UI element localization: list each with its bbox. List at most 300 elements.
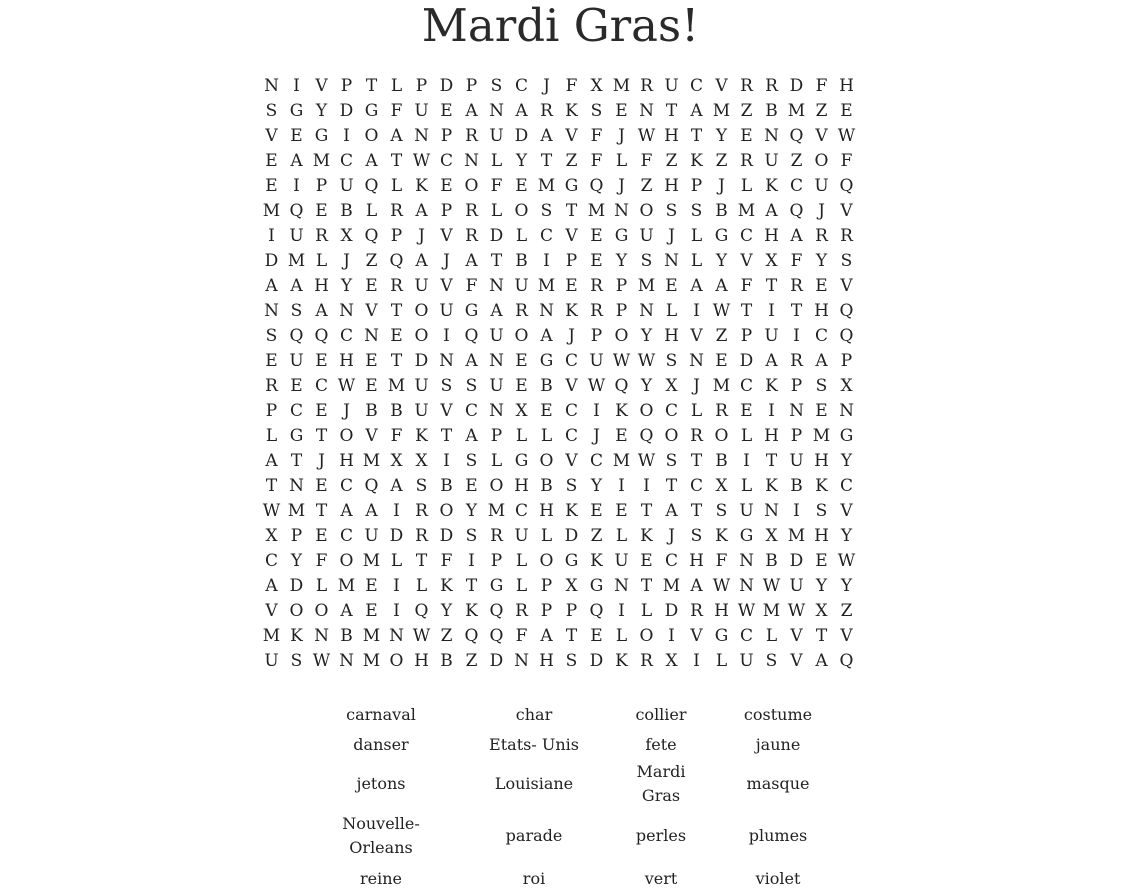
- grid-cell[interactable]: E: [265, 151, 278, 171]
- grid-cell[interactable]: W: [312, 651, 331, 671]
- grid-cell[interactable]: R: [515, 301, 528, 321]
- grid-cell[interactable]: V: [690, 326, 703, 346]
- grid-cell[interactable]: L: [615, 626, 628, 646]
- grid-cell[interactable]: P: [265, 401, 278, 421]
- grid-cell[interactable]: T: [415, 551, 428, 571]
- grid-cell[interactable]: E: [815, 401, 828, 421]
- grid-cell[interactable]: R: [815, 226, 828, 246]
- grid-cell[interactable]: V: [440, 276, 453, 296]
- grid-cell[interactable]: S: [490, 76, 503, 96]
- grid-cell[interactable]: A: [315, 301, 328, 321]
- grid-cell[interactable]: C: [739, 226, 753, 246]
- grid-cell[interactable]: K: [440, 576, 453, 596]
- grid-cell[interactable]: T: [665, 476, 678, 496]
- grid-cell[interactable]: V: [565, 451, 578, 471]
- grid-cell[interactable]: E: [365, 376, 378, 396]
- grid-cell[interactable]: L: [690, 401, 703, 421]
- grid-cell[interactable]: B: [515, 251, 528, 271]
- grid-cell[interactable]: F: [515, 626, 528, 646]
- grid-cell[interactable]: T: [740, 301, 753, 321]
- grid-cell[interactable]: C: [589, 451, 603, 471]
- grid-cell[interactable]: V: [690, 626, 703, 646]
- grid-cell[interactable]: F: [490, 176, 503, 196]
- grid-cell[interactable]: R: [590, 276, 603, 296]
- grid-cell[interactable]: X: [715, 476, 728, 496]
- grid-cell[interactable]: P: [465, 76, 478, 96]
- grid-cell[interactable]: G: [614, 226, 629, 246]
- grid-cell[interactable]: T: [690, 451, 703, 471]
- grid-cell[interactable]: L: [265, 426, 278, 446]
- grid-cell[interactable]: G: [714, 626, 729, 646]
- grid-cell[interactable]: D: [564, 526, 579, 546]
- grid-cell[interactable]: G: [289, 426, 304, 446]
- grid-cell[interactable]: W: [712, 301, 731, 321]
- grid-cell[interactable]: G: [714, 226, 729, 246]
- grid-cell[interactable]: D: [439, 526, 454, 546]
- grid-cell[interactable]: F: [840, 151, 853, 171]
- grid-cell[interactable]: I: [693, 301, 700, 321]
- grid-cell[interactable]: X: [840, 376, 853, 396]
- grid-cell[interactable]: M: [812, 426, 831, 446]
- grid-cell[interactable]: M: [712, 101, 731, 121]
- grid-cell[interactable]: Q: [589, 176, 604, 196]
- grid-cell[interactable]: W: [637, 351, 656, 371]
- grid-cell[interactable]: P: [565, 601, 578, 621]
- grid-cell[interactable]: V: [840, 276, 853, 296]
- grid-cell[interactable]: E: [740, 126, 753, 146]
- grid-cell[interactable]: K: [565, 101, 578, 121]
- grid-cell[interactable]: T: [440, 426, 453, 446]
- grid-cell[interactable]: E: [590, 626, 603, 646]
- grid-cell[interactable]: X: [665, 651, 678, 671]
- grid-cell[interactable]: H: [839, 76, 854, 96]
- grid-cell[interactable]: Y: [815, 576, 828, 596]
- grid-cell[interactable]: Y: [515, 151, 528, 171]
- grid-cell[interactable]: O: [464, 176, 479, 196]
- grid-cell[interactable]: I: [793, 501, 800, 521]
- grid-cell[interactable]: M: [787, 526, 806, 546]
- grid-cell[interactable]: E: [815, 276, 828, 296]
- grid-cell[interactable]: R: [415, 501, 428, 521]
- grid-cell[interactable]: N: [789, 401, 804, 421]
- grid-cell[interactable]: O: [514, 201, 529, 221]
- grid-cell[interactable]: E: [840, 101, 853, 121]
- grid-cell[interactable]: O: [514, 326, 529, 346]
- grid-cell[interactable]: I: [693, 651, 700, 671]
- grid-cell[interactable]: S: [540, 201, 553, 221]
- grid-cell[interactable]: T: [465, 576, 478, 596]
- grid-cell[interactable]: R: [790, 351, 803, 371]
- grid-cell[interactable]: S: [440, 376, 453, 396]
- grid-cell[interactable]: M: [337, 576, 356, 596]
- grid-cell[interactable]: P: [615, 276, 628, 296]
- grid-cell[interactable]: N: [514, 651, 529, 671]
- grid-cell[interactable]: H: [764, 226, 779, 246]
- grid-cell[interactable]: F: [565, 76, 578, 96]
- grid-cell[interactable]: S: [640, 251, 653, 271]
- grid-cell[interactable]: N: [739, 551, 754, 571]
- grid-cell[interactable]: M: [637, 276, 656, 296]
- grid-cell[interactable]: I: [393, 501, 400, 521]
- grid-cell[interactable]: H: [339, 451, 354, 471]
- grid-cell[interactable]: L: [390, 76, 403, 96]
- grid-cell[interactable]: M: [787, 101, 806, 121]
- grid-cell[interactable]: A: [765, 351, 778, 371]
- grid-cell[interactable]: V: [565, 376, 578, 396]
- grid-cell[interactable]: O: [439, 501, 454, 521]
- grid-cell[interactable]: T: [390, 351, 403, 371]
- grid-cell[interactable]: O: [414, 326, 429, 346]
- grid-cell[interactable]: M: [487, 501, 506, 521]
- grid-cell[interactable]: F: [740, 276, 753, 296]
- grid-cell[interactable]: N: [364, 326, 379, 346]
- grid-cell[interactable]: C: [264, 551, 278, 571]
- grid-cell[interactable]: H: [314, 276, 329, 296]
- grid-cell[interactable]: G: [839, 426, 854, 446]
- grid-cell[interactable]: B: [715, 451, 728, 471]
- grid-cell[interactable]: A: [815, 351, 828, 371]
- grid-cell[interactable]: K: [615, 401, 628, 421]
- grid-cell[interactable]: I: [393, 601, 400, 621]
- grid-cell[interactable]: Q: [414, 601, 429, 621]
- grid-cell[interactable]: S: [690, 201, 703, 221]
- grid-cell[interactable]: E: [365, 351, 378, 371]
- grid-cell[interactable]: F: [815, 76, 828, 96]
- grid-cell[interactable]: A: [465, 426, 478, 446]
- grid-cell[interactable]: A: [690, 576, 703, 596]
- grid-cell[interactable]: T: [565, 626, 578, 646]
- grid-cell[interactable]: W: [837, 551, 856, 571]
- grid-cell[interactable]: Q: [289, 201, 304, 221]
- grid-cell[interactable]: F: [640, 151, 653, 171]
- grid-cell[interactable]: U: [614, 551, 629, 571]
- grid-cell[interactable]: I: [768, 401, 775, 421]
- grid-cell[interactable]: K: [465, 601, 478, 621]
- grid-cell[interactable]: V: [715, 76, 728, 96]
- grid-cell[interactable]: K: [765, 376, 778, 396]
- grid-cell[interactable]: W: [412, 151, 431, 171]
- grid-cell[interactable]: U: [339, 176, 354, 196]
- grid-cell[interactable]: W: [262, 501, 281, 521]
- grid-cell[interactable]: M: [762, 601, 781, 621]
- grid-cell[interactable]: C: [739, 626, 753, 646]
- grid-cell[interactable]: C: [814, 326, 828, 346]
- grid-cell[interactable]: D: [339, 101, 354, 121]
- grid-cell[interactable]: R: [640, 76, 653, 96]
- grid-cell[interactable]: K: [415, 426, 428, 446]
- grid-cell[interactable]: T: [365, 76, 378, 96]
- grid-cell[interactable]: J: [618, 176, 625, 196]
- grid-cell[interactable]: T: [390, 151, 403, 171]
- grid-cell[interactable]: S: [715, 501, 728, 521]
- grid-cell[interactable]: U: [589, 351, 604, 371]
- grid-cell[interactable]: D: [789, 551, 804, 571]
- grid-cell[interactable]: H: [814, 526, 829, 546]
- grid-cell[interactable]: B: [440, 651, 453, 671]
- grid-cell[interactable]: A: [815, 651, 828, 671]
- grid-cell[interactable]: K: [815, 476, 828, 496]
- grid-cell[interactable]: A: [265, 576, 278, 596]
- grid-cell[interactable]: C: [539, 226, 553, 246]
- grid-cell[interactable]: R: [640, 651, 653, 671]
- grid-cell[interactable]: C: [439, 151, 453, 171]
- grid-cell[interactable]: R: [390, 276, 403, 296]
- grid-cell[interactable]: L: [515, 226, 528, 246]
- grid-cell[interactable]: B: [540, 376, 553, 396]
- grid-cell[interactable]: E: [515, 376, 528, 396]
- grid-cell[interactable]: Y: [465, 501, 478, 521]
- grid-cell[interactable]: R: [265, 376, 278, 396]
- grid-cell[interactable]: E: [615, 426, 628, 446]
- grid-cell[interactable]: E: [390, 326, 403, 346]
- grid-cell[interactable]: G: [564, 176, 579, 196]
- grid-cell[interactable]: N: [289, 476, 304, 496]
- grid-cell[interactable]: A: [715, 276, 728, 296]
- grid-cell[interactable]: O: [289, 601, 304, 621]
- grid-cell[interactable]: E: [265, 351, 278, 371]
- grid-cell[interactable]: B: [540, 476, 553, 496]
- grid-cell[interactable]: N: [739, 576, 754, 596]
- grid-cell[interactable]: A: [540, 626, 553, 646]
- grid-cell[interactable]: J: [718, 176, 725, 196]
- grid-cell[interactable]: P: [490, 426, 503, 446]
- grid-cell[interactable]: I: [793, 326, 800, 346]
- grid-cell[interactable]: O: [539, 551, 554, 571]
- grid-cell[interactable]: D: [739, 351, 754, 371]
- grid-cell[interactable]: A: [265, 276, 278, 296]
- grid-cell[interactable]: Y: [590, 476, 603, 496]
- grid-cell[interactable]: I: [618, 601, 625, 621]
- grid-cell[interactable]: E: [290, 376, 303, 396]
- grid-cell[interactable]: F: [315, 551, 328, 571]
- grid-cell[interactable]: E: [740, 401, 753, 421]
- grid-cell[interactable]: U: [739, 651, 754, 671]
- grid-cell[interactable]: M: [737, 201, 756, 221]
- grid-cell[interactable]: Z: [840, 601, 853, 621]
- grid-cell[interactable]: V: [790, 651, 803, 671]
- grid-cell[interactable]: Z: [740, 101, 753, 121]
- grid-cell[interactable]: E: [265, 176, 278, 196]
- grid-cell[interactable]: J: [318, 451, 325, 471]
- grid-cell[interactable]: Q: [789, 201, 804, 221]
- grid-cell[interactable]: K: [765, 476, 778, 496]
- grid-cell[interactable]: A: [540, 326, 553, 346]
- grid-cell[interactable]: T: [765, 276, 778, 296]
- grid-cell[interactable]: P: [590, 326, 603, 346]
- grid-cell[interactable]: W: [762, 576, 781, 596]
- grid-cell[interactable]: P: [840, 351, 853, 371]
- grid-cell[interactable]: N: [339, 301, 354, 321]
- grid-cell[interactable]: L: [315, 251, 328, 271]
- grid-cell[interactable]: R: [465, 226, 478, 246]
- grid-cell[interactable]: N: [389, 626, 404, 646]
- grid-cell[interactable]: Q: [614, 376, 629, 396]
- grid-cell[interactable]: A: [290, 276, 303, 296]
- grid-cell[interactable]: B: [790, 476, 803, 496]
- grid-cell[interactable]: R: [315, 226, 328, 246]
- grid-cell[interactable]: X: [815, 601, 828, 621]
- grid-cell[interactable]: E: [365, 576, 378, 596]
- grid-cell[interactable]: M: [662, 576, 681, 596]
- grid-cell[interactable]: B: [340, 201, 353, 221]
- grid-cell[interactable]: J: [593, 426, 600, 446]
- grid-cell[interactable]: T: [790, 301, 803, 321]
- grid-cell[interactable]: W: [412, 626, 431, 646]
- grid-cell[interactable]: U: [489, 326, 504, 346]
- grid-cell[interactable]: B: [440, 476, 453, 496]
- grid-cell[interactable]: Z: [465, 651, 478, 671]
- grid-cell[interactable]: U: [414, 101, 429, 121]
- grid-cell[interactable]: Q: [489, 626, 504, 646]
- grid-cell[interactable]: E: [615, 101, 628, 121]
- grid-cell[interactable]: E: [640, 551, 653, 571]
- grid-cell[interactable]: J: [418, 226, 425, 246]
- grid-cell[interactable]: R: [465, 126, 478, 146]
- grid-cell[interactable]: N: [464, 151, 479, 171]
- grid-cell[interactable]: U: [789, 451, 804, 471]
- grid-cell[interactable]: G: [489, 576, 504, 596]
- grid-cell[interactable]: C: [664, 551, 678, 571]
- grid-cell[interactable]: L: [515, 576, 528, 596]
- grid-cell[interactable]: B: [715, 201, 728, 221]
- grid-cell[interactable]: R: [690, 426, 703, 446]
- grid-cell[interactable]: A: [515, 101, 528, 121]
- grid-cell[interactable]: P: [315, 176, 328, 196]
- grid-cell[interactable]: Y: [340, 276, 353, 296]
- grid-cell[interactable]: N: [264, 301, 279, 321]
- grid-cell[interactable]: Z: [815, 101, 828, 121]
- grid-cell[interactable]: I: [468, 551, 475, 571]
- grid-cell[interactable]: S: [265, 326, 278, 346]
- grid-cell[interactable]: J: [668, 226, 675, 246]
- grid-cell[interactable]: Y: [640, 326, 653, 346]
- grid-cell[interactable]: L: [490, 151, 503, 171]
- grid-cell[interactable]: G: [464, 301, 479, 321]
- grid-cell[interactable]: D: [414, 351, 429, 371]
- grid-cell[interactable]: H: [339, 351, 354, 371]
- grid-cell[interactable]: D: [289, 576, 304, 596]
- grid-cell[interactable]: N: [414, 126, 429, 146]
- grid-cell[interactable]: L: [740, 426, 753, 446]
- grid-cell[interactable]: O: [639, 626, 654, 646]
- grid-cell[interactable]: V: [840, 501, 853, 521]
- grid-cell[interactable]: X: [265, 526, 278, 546]
- grid-cell[interactable]: N: [764, 501, 779, 521]
- grid-cell[interactable]: Q: [314, 326, 329, 346]
- grid-cell[interactable]: I: [593, 401, 600, 421]
- grid-cell[interactable]: Q: [639, 426, 654, 446]
- grid-cell[interactable]: D: [439, 76, 454, 96]
- grid-cell[interactable]: Q: [464, 626, 479, 646]
- grid-cell[interactable]: B: [765, 551, 778, 571]
- grid-cell[interactable]: H: [539, 501, 554, 521]
- grid-cell[interactable]: C: [514, 501, 528, 521]
- grid-cell[interactable]: G: [314, 126, 329, 146]
- grid-cell[interactable]: I: [443, 451, 450, 471]
- grid-cell[interactable]: C: [564, 426, 578, 446]
- grid-cell[interactable]: W: [637, 451, 656, 471]
- grid-cell[interactable]: E: [315, 526, 328, 546]
- grid-cell[interactable]: Y: [315, 101, 328, 121]
- grid-cell[interactable]: O: [714, 426, 729, 446]
- grid-cell[interactable]: T: [690, 126, 703, 146]
- grid-cell[interactable]: T: [765, 451, 778, 471]
- grid-cell[interactable]: R: [540, 101, 553, 121]
- grid-cell[interactable]: O: [364, 126, 379, 146]
- grid-cell[interactable]: T: [540, 151, 553, 171]
- grid-cell[interactable]: A: [465, 351, 478, 371]
- grid-cell[interactable]: G: [564, 551, 579, 571]
- grid-cell[interactable]: V: [440, 226, 453, 246]
- grid-cell[interactable]: Z: [365, 251, 378, 271]
- grid-cell[interactable]: Z: [790, 151, 803, 171]
- grid-cell[interactable]: W: [337, 376, 356, 396]
- grid-cell[interactable]: N: [639, 301, 654, 321]
- grid-cell[interactable]: H: [414, 651, 429, 671]
- grid-cell[interactable]: X: [665, 376, 678, 396]
- grid-cell[interactable]: A: [465, 251, 478, 271]
- grid-cell[interactable]: Y: [715, 251, 728, 271]
- grid-cell[interactable]: C: [289, 401, 303, 421]
- grid-cell[interactable]: U: [414, 401, 429, 421]
- grid-cell[interactable]: L: [415, 576, 428, 596]
- grid-cell[interactable]: I: [343, 126, 350, 146]
- grid-cell[interactable]: D: [389, 526, 404, 546]
- grid-cell[interactable]: M: [587, 201, 606, 221]
- grid-cell[interactable]: L: [540, 526, 553, 546]
- grid-cell[interactable]: E: [290, 126, 303, 146]
- grid-cell[interactable]: T: [265, 476, 278, 496]
- grid-cell[interactable]: I: [618, 476, 625, 496]
- grid-cell[interactable]: Q: [839, 301, 854, 321]
- grid-cell[interactable]: P: [440, 126, 453, 146]
- grid-cell[interactable]: E: [365, 601, 378, 621]
- grid-cell[interactable]: X: [765, 526, 778, 546]
- grid-cell[interactable]: Q: [364, 176, 379, 196]
- grid-cell[interactable]: Q: [289, 326, 304, 346]
- grid-cell[interactable]: P: [790, 376, 803, 396]
- grid-cell[interactable]: M: [712, 376, 731, 396]
- grid-cell[interactable]: W: [837, 126, 856, 146]
- grid-cell[interactable]: O: [639, 401, 654, 421]
- grid-cell[interactable]: P: [540, 576, 553, 596]
- grid-cell[interactable]: H: [689, 551, 704, 571]
- grid-cell[interactable]: L: [665, 301, 678, 321]
- grid-cell[interactable]: S: [565, 476, 578, 496]
- grid-cell[interactable]: I: [293, 76, 300, 96]
- grid-cell[interactable]: D: [589, 651, 604, 671]
- grid-cell[interactable]: H: [514, 476, 529, 496]
- grid-cell[interactable]: C: [339, 476, 353, 496]
- grid-cell[interactable]: S: [665, 451, 678, 471]
- grid-cell[interactable]: K: [590, 551, 603, 571]
- grid-cell[interactable]: S: [665, 201, 678, 221]
- grid-cell[interactable]: T: [315, 426, 328, 446]
- grid-cell[interactable]: K: [565, 501, 578, 521]
- grid-cell[interactable]: U: [514, 276, 529, 296]
- grid-cell[interactable]: C: [564, 401, 578, 421]
- grid-cell[interactable]: H: [764, 426, 779, 446]
- grid-cell[interactable]: M: [262, 626, 281, 646]
- grid-cell[interactable]: W: [637, 126, 656, 146]
- grid-cell[interactable]: M: [537, 276, 556, 296]
- grid-cell[interactable]: L: [315, 576, 328, 596]
- grid-cell[interactable]: R: [765, 76, 778, 96]
- grid-cell[interactable]: P: [340, 76, 353, 96]
- grid-cell[interactable]: M: [537, 176, 556, 196]
- grid-cell[interactable]: E: [365, 276, 378, 296]
- grid-cell[interactable]: P: [390, 226, 403, 246]
